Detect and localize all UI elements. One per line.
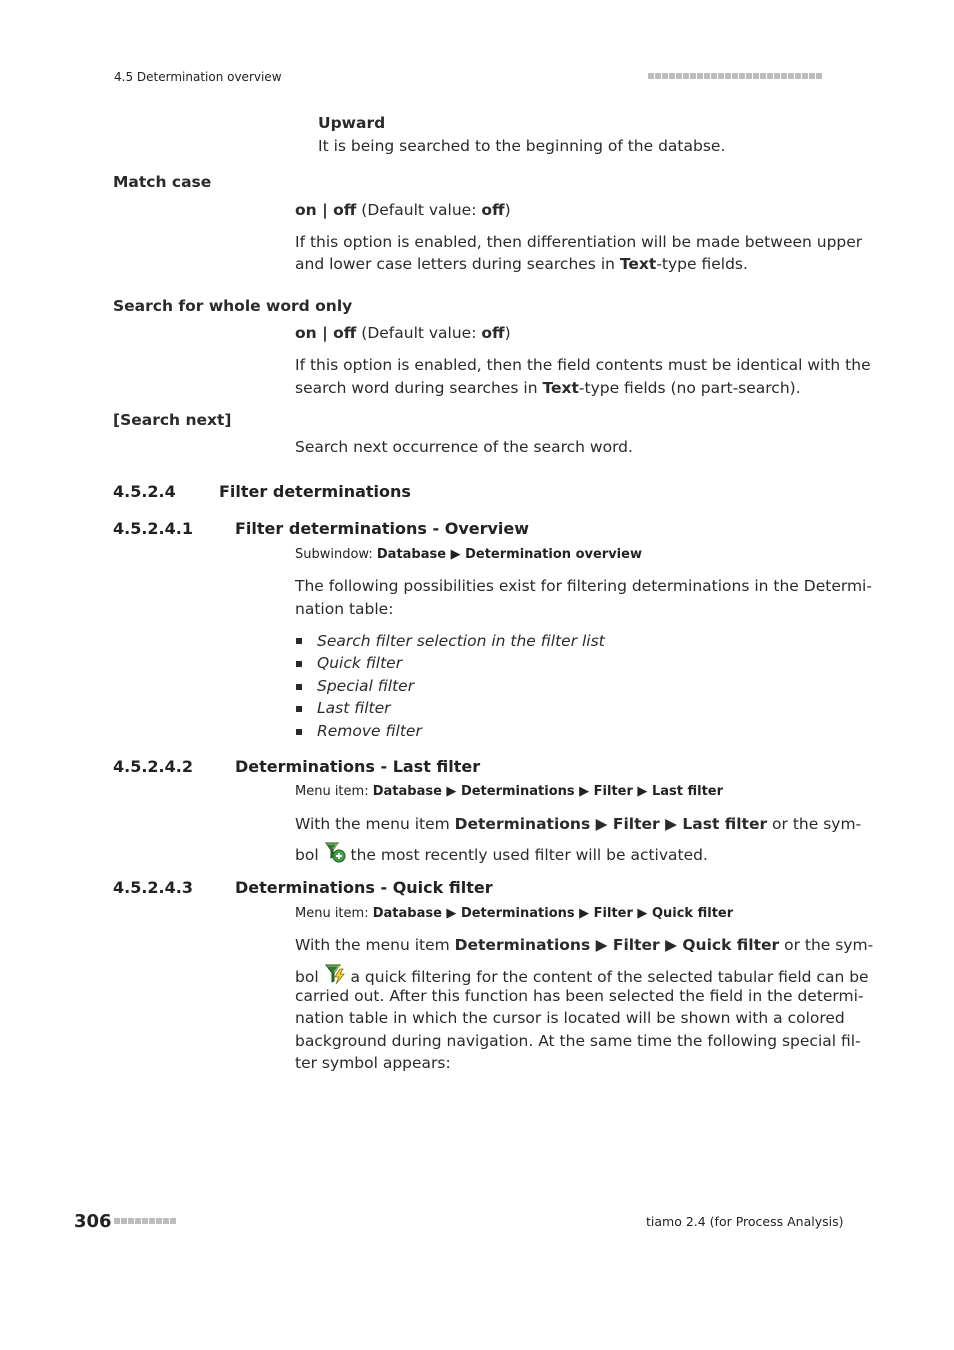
search-next-title: [Search next] (113, 411, 232, 429)
bullet-marker (296, 661, 302, 667)
upward-desc: It is being searched to the beginning of the databse. (318, 137, 726, 155)
quick-filter-line-3: carried out. After this function has been selected the field in the determi- (295, 987, 864, 1005)
last-filter-line-1: With the menu item Determinations ▶ Filter ▶ Last filter or the sym- (295, 815, 862, 833)
quick-filter-line-1: With the menu item Determinations ▶ Filter ▶ Quick filter or the sym- (295, 936, 874, 954)
section-number-45242: 4.5.2.4.2 (113, 757, 193, 776)
whole-word-title: Search for whole word only (113, 297, 353, 315)
filter-intro-1: The following possibilities exist for filtering determinations in the Determi- (295, 577, 872, 595)
menu-path-quick-filter: Menu item: Database ▶ Determinations ▶ Filter ▶ Quick filter (295, 906, 734, 921)
match-case-desc-1: If this option is enabled, then differentiation will be made between upper (295, 233, 863, 251)
section-number-45243: 4.5.2.4.3 (113, 878, 193, 897)
upward-title: Upward (318, 114, 386, 132)
product-name: tiamo 2.4 (for Process Analysis) (646, 1214, 844, 1229)
filter-intro-2: nation table: (295, 600, 394, 618)
footer-dot-bar (114, 1218, 176, 1224)
section-title-45243: Determinations - Quick filter (235, 878, 493, 897)
quick-filter-line-4: nation table in which the cursor is located will be shown with a colored (295, 1009, 845, 1027)
section-title-45241: Filter determinations - Overview (235, 519, 530, 538)
filter-list-item[interactable]: Quick filter (317, 654, 403, 672)
section-title-45242: Determinations - Last filter (235, 757, 481, 776)
quick-filter-line-2: bol a quick filtering for the content of the selected tabular field can be (295, 963, 869, 989)
whole-word-default: on | off (Default value: off) (295, 324, 511, 342)
filter-list-item[interactable]: Special filter (317, 677, 415, 695)
menu-path-last-filter: Menu item: Database ▶ Determinations ▶ Filter ▶ Last filter (295, 784, 724, 799)
last-filter-line-2: bol the most recently used filter will be activated. (295, 841, 708, 867)
whole-word-desc-2: search word during searches in Text-type fields (no part-search). (295, 379, 801, 397)
filter-list-item[interactable]: Remove filter (317, 722, 422, 740)
quick-filter-line-5: background during navigation. At the same time the following special fil- (295, 1032, 861, 1050)
page-number: 306 (74, 1211, 112, 1232)
filter-list-item[interactable]: Search filter selection in the filter list (317, 632, 605, 650)
header-dot-bar (648, 73, 822, 79)
running-header: 4.5 Determination overview (114, 70, 282, 84)
quick-filter-line-6: ter symbol appears: (295, 1054, 451, 1072)
section-number-4524: 4.5.2.4 (113, 482, 176, 501)
filter-list-item[interactable]: Last filter (317, 699, 391, 717)
bullet-marker (296, 684, 302, 690)
bullet-marker (296, 706, 302, 712)
bullet-marker (296, 638, 302, 644)
section-title-4524: Filter determinations (219, 482, 411, 501)
last-filter-icon (324, 841, 346, 863)
whole-word-desc-1: If this option is enabled, then the field contents must be identical with the (295, 356, 871, 374)
search-next-desc: Search next occurrence of the search word. (295, 438, 633, 456)
section-number-45241: 4.5.2.4.1 (113, 519, 193, 538)
subwindow-path: Subwindow: Database ▶ Determination overview (295, 547, 642, 562)
match-case-desc-2: and lower case letters during searches in Text-type fields. (295, 255, 748, 273)
match-case-title: Match case (113, 173, 212, 191)
bullet-marker (296, 729, 302, 735)
match-case-default: on | off (Default value: off) (295, 201, 511, 219)
quick-filter-icon (324, 963, 346, 985)
